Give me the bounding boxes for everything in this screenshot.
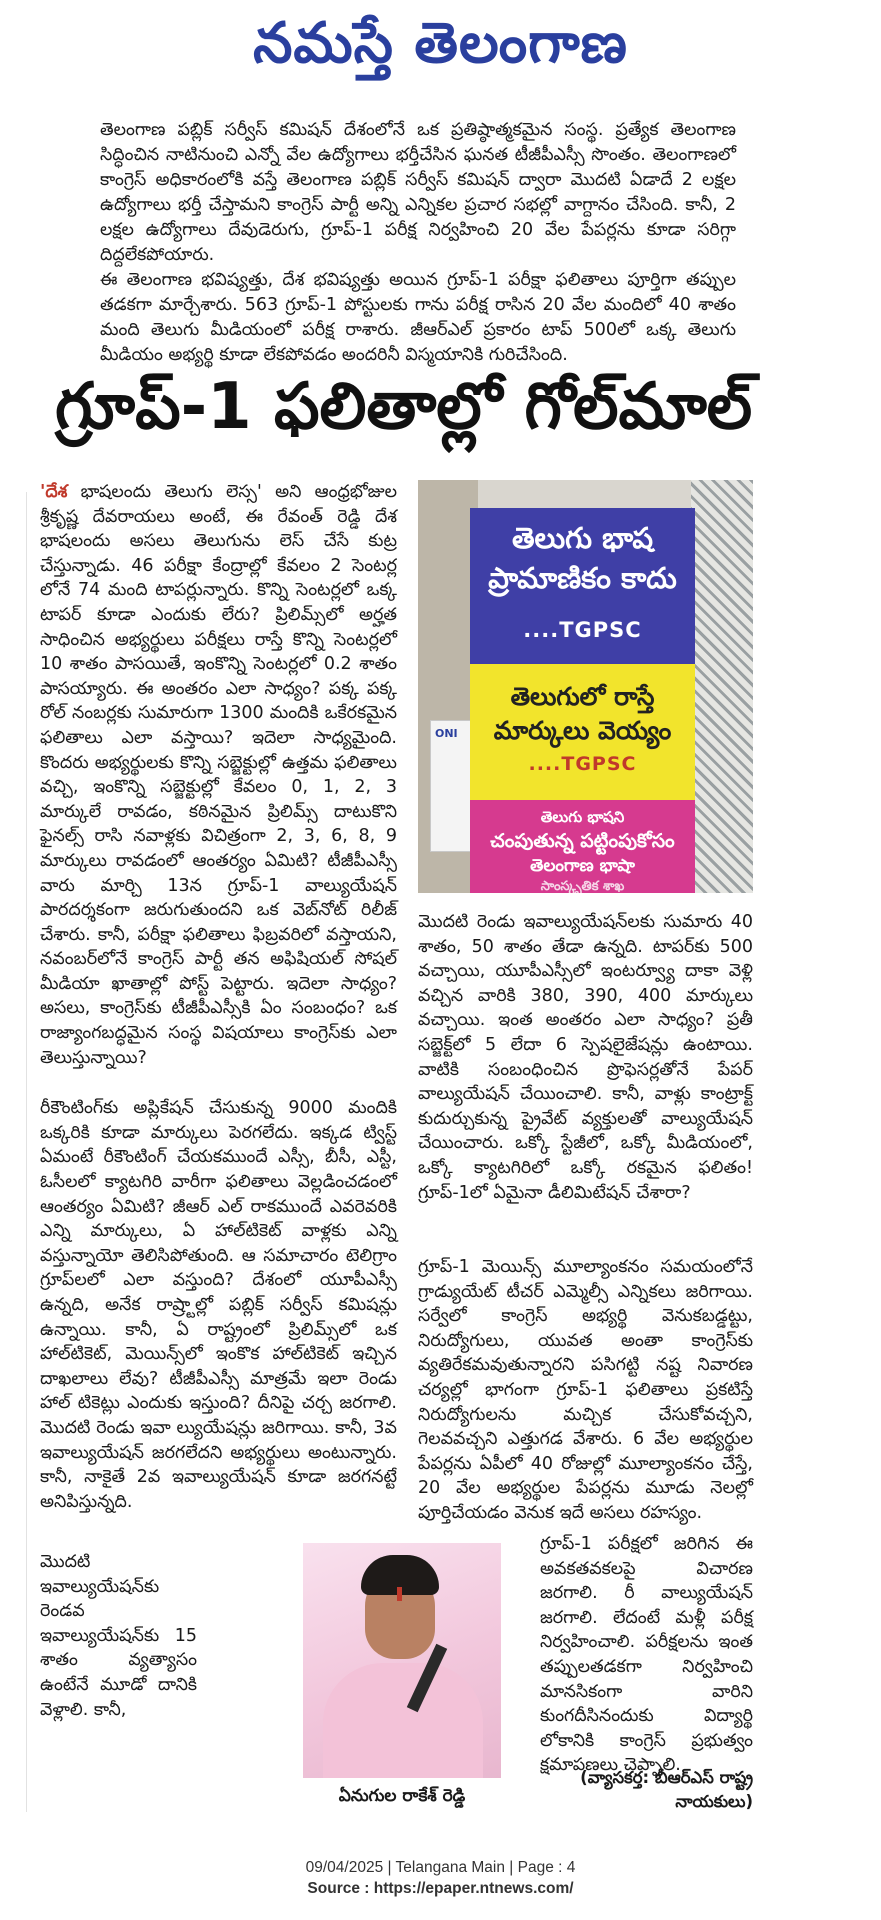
body-paragraph-right-a: మొదటి రెండు ఇవాల్యుయేషన్‌లకు సుమారు 40 శాతం, 50 శాతం తేడా ఉన్నది. టాపర్‌కు 500 వచ్చాయి, యూపీఎస్సీలో ఇంటర్వ్యూ దాకా వెళ్లి వచ్చిన వారికి 380, 390, 400 మార్కులు వచ్చాయి. ఇంత అంతరం ఎలా సాధ్యం? ప్రతీ సబ్జెక్ట్‌లో 5 లేదా 6 స్పెషలైజేషన్లు ఉంటాయి. వాటికి సంబంధించిన ప్రొఫెసర్లతోనే పేపర్ వాల్యుయేషన్ చేయించాలి. కానీ, వాళ్లు కాంట్రాక్ట్ కుదుర్చుకున్న ప్రైవేట్ వ్యక్తులతో వాల్యుయేషన్ చేయించారు. ఒక్కో స్టేజీలో, ఒక్కో మీడియంలో, ఒక్కో క్యాటగిరిలో ఒక్కో రకమైన ఫలితం! గ్రూప్-1లో ఏమైనా డీలిమిటేషన్ చేశారా? — [418, 912, 753, 1203]
banner-photo — [418, 480, 753, 893]
banner-pink-line-4: సాంస్కృతిక శాఖ — [540, 879, 625, 893]
body-paragraph-left-tail: మొదటి ఇవాల్యుయేషన్‌కు రెండవ ఇవాల్యుయేషన్‌కు 15 శాతం వ్యత్యాసం ఉంటేనే మూడో దానికి వెళ్లాలి. కానీ, — [40, 1552, 197, 1720]
right-column-a — [418, 910, 753, 1205]
headline: గ్రూప్-1 ఫలితాల్లో గోల్‌మాల్ — [55, 370, 753, 444]
banner-yellow-line-1: తెలుగులో రాస్తే — [510, 682, 655, 711]
body-paragraph-right-c: గ్రూప్-1 పరీక్షలో జరిగిన ఈ అవకతవకలపై విచారణ జరగాలి. రీ వాల్యుయేషన్ జరగాలి. లేదంటే మళ్లీ పరీక్ష నిర్వహించాలి. పరీక్షలను ఇంత తప్పులతడకగా నిర్వహించి మానసికంగా వారిని కుంగదీసినందుకు విద్యార్థి లోకానికి కాంగ్రెస్ ప్రభుత్వం క్షమాపణలు చెప్పాలి. — [540, 1534, 753, 1776]
footer-source-link[interactable]: Source : https://epaper.ntnews.com/ — [307, 1880, 574, 1897]
right-column-c — [540, 1532, 753, 1778]
intro-paragraph-1: తెలంగాణ పబ్లిక్ సర్వీస్ కమిషన్ దేశంలోనే ఒక ప్రతిష్ఠాత్మకమైన సంస్థ. ప్రత్యేక తెలంగాణ సిద్ధించిన నాటినుంచి ఎన్నో వేల ఉద్యోగాలు భర్తీచేసిన ఘనత టీజీపీఎస్సీ సొంతం. తెలంగాణలో కాంగ్రెస్ అధికారంలోకి వస్తే తెలంగాణ పబ్లిక్ సర్వీస్ కమిషన్ ద్వారా మొదటి ఏడాదే 2 లక్షల ఉద్యోగాలు భర్తీ చేస్తామని కాంగ్రెస్ పార్టీ అన్ని ఎన్నికల ప్రచార సభల్లో వాగ్దానం చేసింది. కానీ, 2 లక్షల ఉద్యోగాలు దేవుడెరుగు, గ్రూప్-1 పరీక్ష నిర్వహించి 20 వేల పేపర్లను కూడా సరిగ్గా దిద్దలేకపోయారు. — [100, 120, 736, 265]
bag-label: ONI — [435, 727, 458, 740]
left-column — [40, 480, 397, 1514]
photo-background-fence — [691, 480, 753, 893]
author-signoff — [540, 1766, 753, 1814]
body-paragraph-right-b: గ్రూప్-1 మెయిన్స్ మూల్యాంకనం సమయంలోనే గ్రాడ్యుయేట్ టీచర్ ఎమ్మెల్సీ ఎన్నికలు జరిగాయి. సర్వేలో కాంగ్రెస్ అభ్యర్థి వెనుకబడ్డట్టు, నిరుద్యోగులు, యువత అంతా కాంగ్రెస్‌కు వ్యతిరేకమవుతున్నారని పసిగట్టి నష్ట నివారణ చర్యల్లో భాగంగా గ్రూప్-1 ఫలితాలు ప్రకటిస్తే నిరుద్యోగులను మచ్చిక చేసుకోవచ్చని, గెలవవచ్చని ఎత్తుగడ వేశారు. 6 వేల అభ్యర్థుల పేపర్లను ఏపీలో 40 రోజుల్లో మూల్యాంకనం చేస్తే, 20 వేల అభ్యర్థుల పేపర్లను మూడు నెలల్లో పూర్తిచేయడం వెనుక ఇదే అసలు రహస్యం. — [418, 1257, 753, 1523]
body-paragraph-1-text: భాషలందు తెలుగు లెస్స' అని ఆంధ్రభోజుల శ్రీకృష్ణ దేవరాయలు అంటే, ఈ రేవంత్ రెడ్డి దేశ భాషలందు అసలు తెలుగును లెస్ చేసే కుట్ర చేస్తున్నాడు. 46 పరీక్షా కేంద్రాల్లో కేవలం 2 సెంటర్ల లోనే 74 మంది టాపర్లున్నారు. కొన్ని సెంటర్లలో ఒక్క టాపర్ కూడా ఎందుకు లేరు? ప్రిలిమ్స్‌లో అర్హత సాధించిన అభ్యర్థులు పరీక్షలు రాస్తే కొన్ని సెంటర్లలో 10 శాతం పాసయితే, ఇంకొన్ని సెంటర్లలో 0.2 శాతం పాసయ్యారు. ఈ అంతరం ఎలా సాధ్యం? పక్క పక్క రోల్ నంబర్లకు సుమారుగా 1300 మందికి ఒకేరకమైన ఫలితాలు ఎలా వస్తాయి? ఇదెలా సాధ్యమైంది. కొందరు అభ్యర్థులకు కొన్ని సబ్జెక్టుల్లో ఉత్తమ ఫలితాలు వచ్చి, ఇంకొన్ని సబ్జెక్టుల్లో కేవలం 0, 1, 2, 3 మార్కులే రావడం, కఠినమైన ప్రిలిమ్స్ దాటుకొని ఫైనల్స్ రాసి నవాళ్లకు విచిత్రంగా 2, 3, 6, 8, 9 మార్కులు రావడంలో ఆంతర్యం ఏమిటి? టీజీపీఎస్సీ వారు మార్చి 13న గ్రూప్-1 వాల్యుయేషన్ పారదర్శకంగా జరుగుతుందని ఒక వెబ్‌నోట్ రిలీజ్ చేశారు. కానీ, పరీక్షా ఫలితాలు ఫిబ్రవరిలో వస్తాయని, నవంబర్‌లోనే కాంగ్రెస్ పార్టీ తన అఫిషియల్ సోషల్ మీడియా ఖాతాల్లో పోస్ట్ పెట్టారు. ఇదెలా సాధ్యం? అసలు, కాంగ్రెస్‌కు టీజీపీఎస్సీకి ఏం సంబంధం? ఒక రాజ్యాంగబద్ధమైన సంస్థ విషయాలు కాంగ్రెస్‌కు ఎలా తెలుస్తున్నాయి? — [40, 482, 397, 1068]
author-portrait — [303, 1543, 501, 1778]
banner-blue-line-3: ....TGPSC — [523, 618, 642, 642]
signoff-line-2: నాయకులు) — [675, 1792, 753, 1811]
banner-blue-line-2: ప్రామాణికం కాదు — [488, 561, 677, 595]
banner-pink-line-1: తెలుగు భాషని — [540, 808, 625, 826]
column-rule — [26, 492, 27, 1812]
masthead-logo: నమస్తే తెలంగాణ — [253, 11, 628, 76]
portrait-tilak — [397, 1587, 402, 1601]
intro-box — [100, 118, 736, 368]
signoff-line-1: (వ్యాసకర్త: బీఆర్ఎస్ రాష్ట్ర — [580, 1768, 753, 1787]
body-paragraph-2: రీకౌంటింగ్‌కు అప్లికేషన్ చేసుకున్న 9000 మందికి ఒక్కరికి కూడా మార్కులు పెరగలేదు. ఇక్కడ ట్విస్ట్ ఏమంటే రీకౌంటింగ్ చేయకముందే ఎస్సీ, బీసీ, ఎస్టీ, ఓసీలలో క్యాటగిరి వారీగా ఫలితాలు వెల్లడించడంలో ఆంతర్యం ఏమిటి? జీఆర్ ఎల్ రాకముందే ఎవరెవరికి ఎన్ని మార్కులు, ఏ హాల్‌టికెట్ వాళ్లకు ఎన్ని వస్తున్నాయో తెలిసిపోతుంది. ఆ సమాచారం టెలిగ్రాం గ్రూప్‌లలో ఎలా వస్తుంది? దేశంలో యూపీఎస్సీ ఉన్నది, అనేక రాష్ర్టాల్లో పబ్లిక్ సర్వీస్ కమిషన్లు ఉన్నాయి. కానీ, ఏ రాష్ట్రంలో ప్రిలిమ్స్‌లో ఒక హాల్‌టికెట్, మెయిన్స్‌లో ఇంకొక హాల్‌టికెట్ ఇచ్చిన దాఖలాలు లేవు? టీజీపీఎస్సీ మాత్రమే ఇలా రెండు హాల్ టికెట్లు ఎందుకు ఇస్తుంది? దీనిపై చర్చ జరగాలి. మొదటి రెండు ఇవా ల్యుయేషన్లు జరిగాయి. కానీ, 3వ ఇవాల్యుయేషన్ జరగలేదని అభ్యర్థులు అంటున్నారు. కానీ, నాకైతే 2వ ఇవాల్యుయేషన్ కూడా జరగనట్టే అనిపిస్తున్నది. — [40, 1098, 397, 1512]
banner-pink — [470, 800, 695, 893]
left-column-tail — [40, 1550, 197, 1722]
body-paragraph-1 — [40, 480, 397, 1070]
page-footer — [0, 1857, 881, 1899]
banner-blue-line-1: తెలుగు భాష — [511, 521, 654, 555]
banner-yellow-line-3: ....TGPSC — [528, 753, 637, 775]
banner-pink-line-3: తెలంగాణ భాషా — [530, 856, 635, 876]
banner-yellow-line-2: మార్కులు వెయ్యం — [493, 716, 672, 745]
banner-blue — [470, 508, 695, 678]
footer-date-page: 09/04/2025 | Telangana Main | Page : 4 — [305, 1859, 576, 1876]
lead-word: 'దేశ — [40, 482, 68, 502]
intro-paragraph-2: ఈ తెలంగాణ భవిష్యత్తు, దేశ భవిష్యత్తు అయిన గ్రూప్-1 పరీక్షా ఫలితాలు పూర్తిగా తప్పుల తడకగా మార్చేశారు. 563 గ్రూప్-1 పోస్టులకు గాను పరీక్ష రాసిన 20 వేల మందిలో 40 శాతం మంది తెలుగు మీడియంలో పరీక్ష రాశారు. జీఆర్‌ఎల్ ప్రకారం టాప్ 500లో ఒక్క తెలుగు మీడియం అభ్యర్థి కూడా లేకపోవడం అందరినీ విస్మయానికి గురిచేసింది. — [100, 270, 736, 365]
banner-yellow — [470, 664, 695, 804]
portrait-shirt — [323, 1663, 483, 1778]
banner-pink-line-2: చంపుతున్న పట్టింపుకోసం — [490, 830, 675, 852]
right-column-b — [418, 1255, 753, 1526]
author-caption: ఏనుగుల రాకేశ్ రెడ్డి — [338, 1786, 466, 1806]
